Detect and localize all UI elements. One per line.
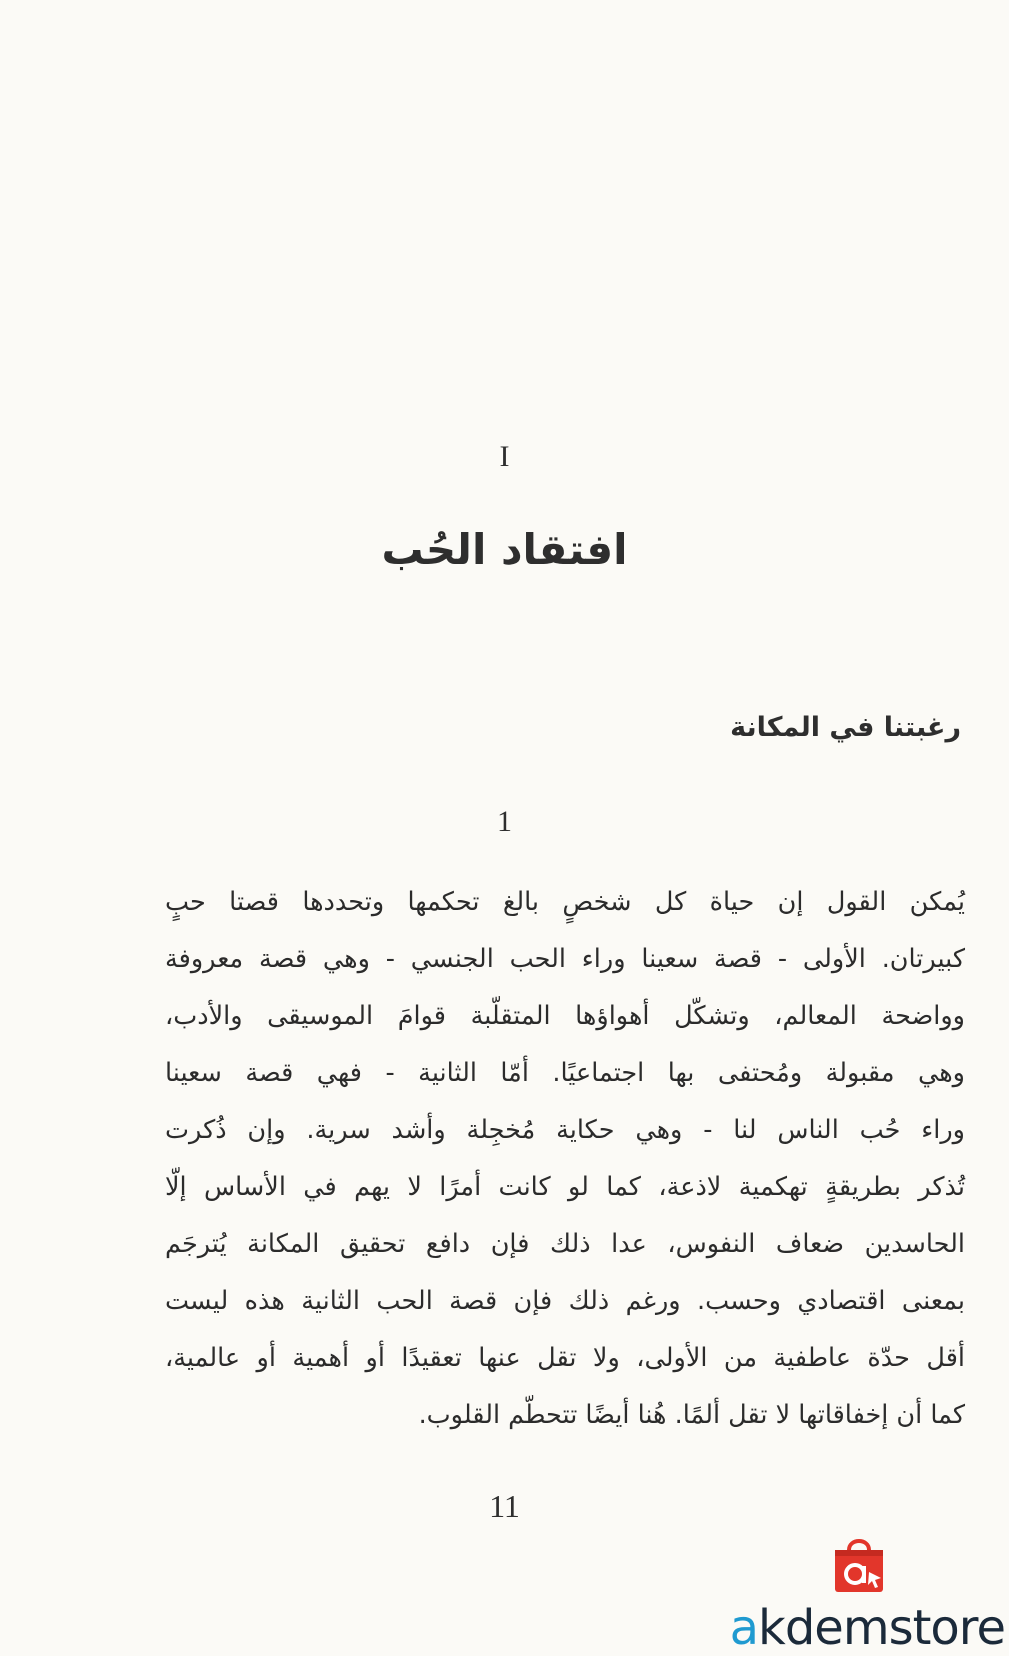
brand-wordmark bbox=[729, 1600, 1005, 1656]
body-line: بمعنى اقتصادي وحسب. ورغم ذلك فإن قصة الحب الثانية هذه ليست bbox=[165, 1286, 965, 1316]
chapter-title: افتقاد الحُب bbox=[381, 525, 628, 574]
body-line: الحاسدين ضعاف النفوس، عدا ذلك فإن دافع تحقيق المكانة يُترجَم bbox=[165, 1229, 965, 1259]
body-line: أقل حدّة عاطفية من الأولى، ولا تقل عنها تعقيدًا أو أهمية أو عالمية، bbox=[165, 1343, 965, 1373]
page-number: 11 bbox=[489, 1488, 520, 1524]
body-line: يُمكن القول إن حياة كل شخصٍ بالغ تحكمها وتحددها قصتا حبٍ bbox=[165, 887, 965, 917]
body-line: تُذكر بطريقةٍ تهكمية لاذعة، كما لو كانت أمرًا لا يهم في الأساس إلّا bbox=[165, 1172, 965, 1202]
part-number: I bbox=[499, 440, 510, 473]
brand-prefix: a bbox=[729, 1600, 759, 1656]
shopping-bag-icon bbox=[827, 1532, 891, 1596]
body-line: وراء حُب الناس لنا - وهي حكاية مُخجِلة وأشد سرية. وإن ذُكرت bbox=[165, 1115, 965, 1145]
body-line: وواضحة المعالم، وتشكّل أهواؤها المتقلّبة قوامَ الموسيقى والأدب، bbox=[165, 1001, 965, 1031]
section-number: 1 bbox=[497, 805, 512, 838]
body-line: كما أن إخفاقاتها لا تقل ألمًا. هُنا أيضًا تتحطّم القلوب. bbox=[418, 1400, 965, 1430]
body-line: وهي مقبولة ومُحتفى بها اجتماعيًا. أمّا الثانية - فهي قصة سعينا bbox=[165, 1058, 965, 1088]
akdemstore-watermark bbox=[709, 1526, 1009, 1656]
body-paragraph bbox=[165, 874, 965, 1444]
section-title: رغبتنا في المكانة bbox=[730, 712, 961, 743]
brand-rest: kdemstore bbox=[758, 1600, 1005, 1656]
body-line: كبيرتان. الأولى - قصة سعينا وراء الحب الجنسي - وهي قصة معروفة bbox=[165, 944, 965, 974]
